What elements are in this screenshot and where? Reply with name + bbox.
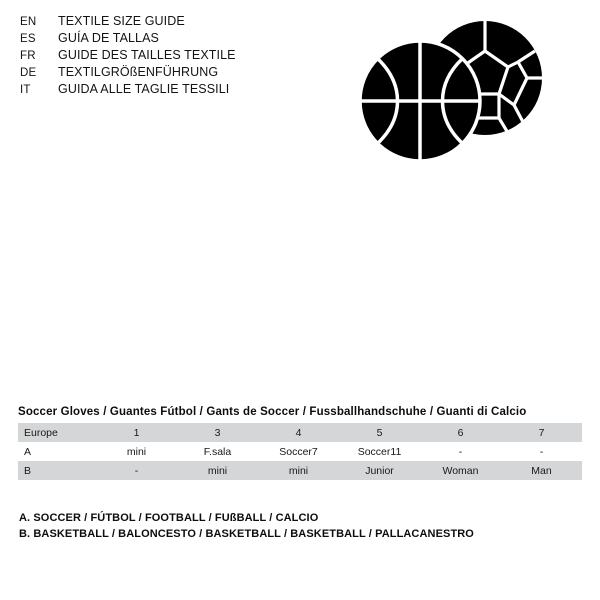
table-cell: - bbox=[458, 445, 463, 458]
table-header-cell: 1 bbox=[96, 423, 177, 442]
legend-row bbox=[20, 82, 340, 99]
table-row bbox=[18, 461, 582, 480]
table-cell: Soccer11 bbox=[357, 445, 402, 458]
table-header-cell: 5 bbox=[339, 423, 420, 442]
table-header-cell: 7 bbox=[501, 423, 582, 442]
basketball-icon bbox=[360, 41, 480, 161]
table-cell: Junior bbox=[339, 461, 420, 480]
legend-language-text: TEXTILE SIZE GUIDE bbox=[58, 14, 185, 28]
table-cell: Man bbox=[501, 461, 582, 480]
legend-language-code: FR bbox=[20, 50, 36, 62]
size-table bbox=[18, 423, 582, 480]
footnote-sport-b: B. BASKETBALL / BALONCESTO / BASKETBALL / BASKETBALL / PALLACANESTRO bbox=[19, 528, 474, 540]
legend-language-text: GUIDE DES TAILLES TEXTILE bbox=[58, 48, 236, 62]
legend-row bbox=[20, 48, 340, 65]
table-header-cell: Europe bbox=[18, 423, 96, 442]
table-cell: - bbox=[96, 461, 177, 480]
legend-language-code: IT bbox=[20, 84, 31, 96]
table-header-row bbox=[18, 423, 582, 442]
table-header-cell: 3 bbox=[177, 423, 258, 442]
legend-language-code: DE bbox=[20, 67, 37, 79]
size-table-title: Soccer Gloves / Guantes Fútbol / Gants de Soccer / Fussballhandschuhe / Guanti di Calcio bbox=[18, 406, 527, 418]
table-header-cell: 6 bbox=[420, 423, 501, 442]
table-row bbox=[18, 442, 582, 461]
legend-language-text: GUÍA DE TALLAS bbox=[58, 31, 159, 45]
footnote-sport-a: A. SOCCER / FÚTBOL / FOOTBALL / FUßBALL / CALCIO bbox=[19, 512, 319, 524]
table-cell: mini bbox=[258, 461, 339, 480]
table-row-label: B bbox=[18, 461, 96, 480]
table-row-label: A bbox=[24, 445, 32, 458]
legend-row bbox=[20, 65, 340, 82]
table-cell: F.sala bbox=[203, 445, 232, 458]
legend-language-text: GUIDA ALLE TAGLIE TESSILI bbox=[58, 82, 230, 96]
size-table-block bbox=[18, 406, 582, 480]
legend-row bbox=[20, 14, 340, 31]
footnotes bbox=[19, 510, 579, 542]
language-legend bbox=[20, 14, 340, 99]
table-cell: Woman bbox=[420, 461, 501, 480]
table-cell: mini bbox=[177, 461, 258, 480]
table-cell: mini bbox=[126, 445, 147, 458]
legend-language-code: ES bbox=[20, 33, 36, 45]
table-header-cell: 4 bbox=[258, 423, 339, 442]
legend-language-code: EN bbox=[20, 16, 37, 28]
legend-row bbox=[20, 31, 340, 48]
ball-illustration bbox=[352, 18, 562, 168]
legend-language-text: TEXTILGRÖßENFÜHRUNG bbox=[58, 65, 219, 79]
table-cell: - bbox=[539, 445, 544, 458]
table-cell: Soccer7 bbox=[279, 445, 318, 458]
